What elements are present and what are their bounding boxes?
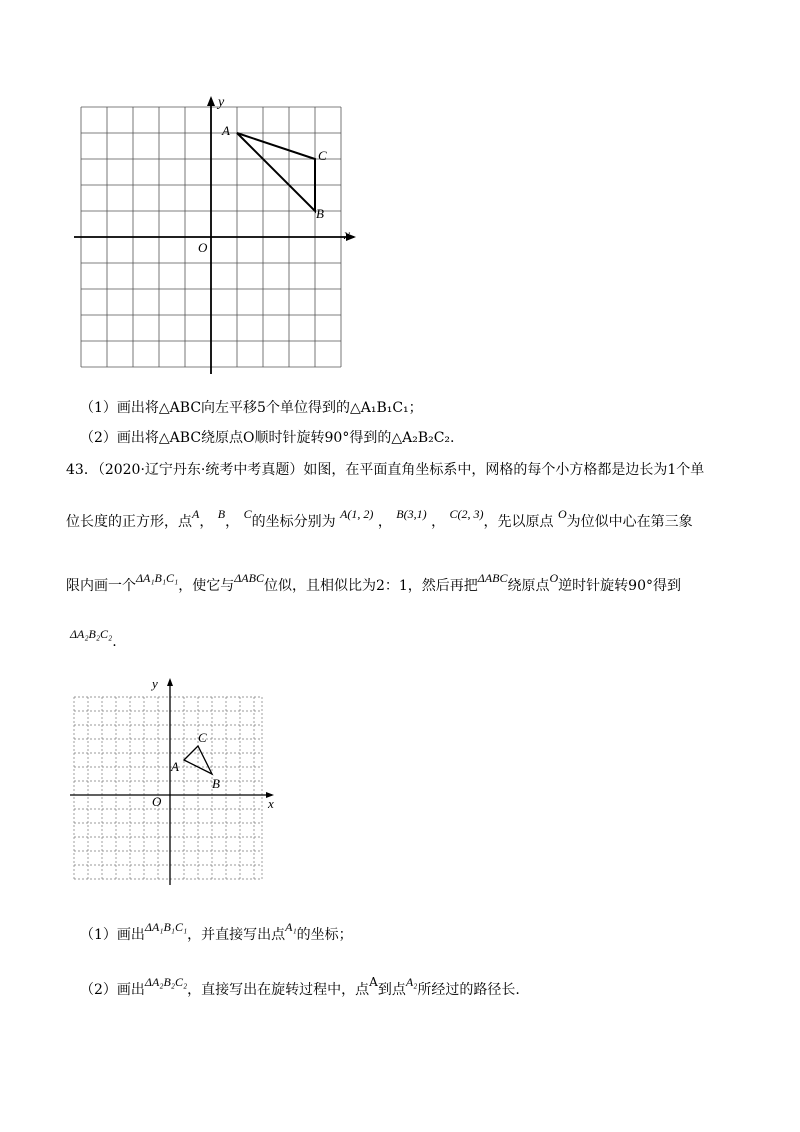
q43-text-point-intro: 位长度的正方形，点: [66, 514, 192, 530]
q43-text-center: 为位似中心在第三象: [566, 514, 693, 530]
q43-part-1-draw: （1）画出: [80, 927, 145, 943]
q43-part-2-draw: （2）画出: [80, 982, 145, 998]
q42-part-1: （1）画出将△ABC向左平移5个单位得到的△A₁B₁C₁；: [80, 400, 423, 416]
q43-triangle-a2b2c2: ΔA₂B₂C₂: [70, 627, 113, 641]
figure-1-y-arrow: [207, 96, 215, 106]
q43-line-1: [66, 460, 704, 480]
q43-triangle-abc: ΔABC: [234, 571, 264, 585]
q42-part-2: （2）画出将△ABC绕原点O顺时针旋转90°得到的△A₂B₂C₂.: [80, 430, 455, 446]
q43-sep-2: ，: [225, 514, 240, 530]
q43-sep-3: ，: [377, 514, 392, 530]
q43-part-2-path: 所经过的路径长.: [417, 982, 520, 998]
q43-point-o: O: [557, 507, 567, 521]
q43-part-2-point-a: A: [369, 975, 378, 989]
figure-1-label-y: y: [218, 95, 225, 110]
figure-2-y-arrow: [167, 678, 173, 686]
q43-sep-1: ，: [199, 514, 214, 530]
q43-number: 43．: [66, 462, 98, 478]
q43-line-2: [66, 507, 693, 532]
q43-point-c: C: [243, 507, 252, 521]
q43-text-origin: ，先以原点: [483, 514, 554, 530]
figure-2-label-y: y: [152, 676, 158, 691]
q43-part-2-point-a2: A₂: [405, 975, 418, 989]
q43-part-1-point: A₁: [285, 920, 297, 934]
q43-text-draw: 限内画一个: [66, 578, 136, 594]
q43-text-about-origin: 绕原点: [507, 578, 550, 594]
q43-line-4-end: .: [112, 634, 117, 650]
q43-text-rotate: 逆时针旋转90°得到: [558, 578, 681, 594]
figure-2-label-a: A: [171, 759, 179, 774]
figure-1-grid: [60, 90, 370, 380]
q43-line-3: [66, 571, 681, 596]
q43-source: （2020·辽宁丹东·统考中考真题）: [97, 462, 304, 478]
q43-line-1-text: 如图，在平面直角坐标系中，网格的每个小方格都是边长为1个单: [303, 462, 705, 478]
q43-text-make: ，使它与: [178, 578, 235, 594]
q43-part-2-to: 到点: [377, 982, 406, 998]
figure-2-label-b: B: [212, 776, 220, 791]
figure-1-label-a: A: [222, 123, 230, 138]
q43-sep-4: ，: [431, 514, 446, 530]
figure-1-label-x: x: [344, 228, 351, 243]
figure-2-gridlines: [74, 697, 262, 879]
q43-triangle-a1b1c1: ΔA₁B₁C₁: [136, 571, 179, 585]
q43-coord-b: B(3,1): [396, 507, 427, 521]
figure-2-label-x: x: [268, 796, 274, 811]
q43-line-4: [70, 627, 117, 652]
figure-1-triangle-abc: [237, 133, 315, 211]
q43-text-ratio: 位似，且相似比为2：1，然后再把: [263, 578, 478, 594]
q43-part-2-write: ，直接写出在旋转过程中，点: [187, 982, 370, 998]
q43-part-2: [80, 975, 520, 1000]
figure-1-label-o: O: [198, 240, 208, 255]
q43-part-2-triangle: ΔA₂B₂C₂: [144, 975, 188, 989]
figure-2-label-o: O: [152, 794, 162, 809]
q43-point-o-2: O: [549, 571, 559, 585]
figure-2-grid: [60, 670, 290, 892]
q43-part-1: [80, 920, 353, 945]
figure-1-label-c: C: [318, 148, 327, 163]
q43-coord-a: A(1, 2): [340, 507, 374, 521]
q43-coord-c: C(2, 3): [449, 507, 484, 521]
figure-2-label-c: C: [198, 730, 207, 745]
q43-triangle-abc-2: ΔABC: [477, 571, 508, 585]
q43-point-b: B: [217, 507, 226, 521]
q43-part-1-write: ，并直接写出点: [187, 927, 286, 943]
q43-part-1-triangle: ΔA₁B₁C₁: [144, 920, 188, 934]
q43-point-a: A: [192, 507, 200, 521]
q43-text-coords-are: 的坐标分别为: [251, 514, 336, 530]
q43-part-1-coords: 的坐标；: [296, 927, 353, 943]
figure-1-label-b: B: [316, 206, 324, 221]
